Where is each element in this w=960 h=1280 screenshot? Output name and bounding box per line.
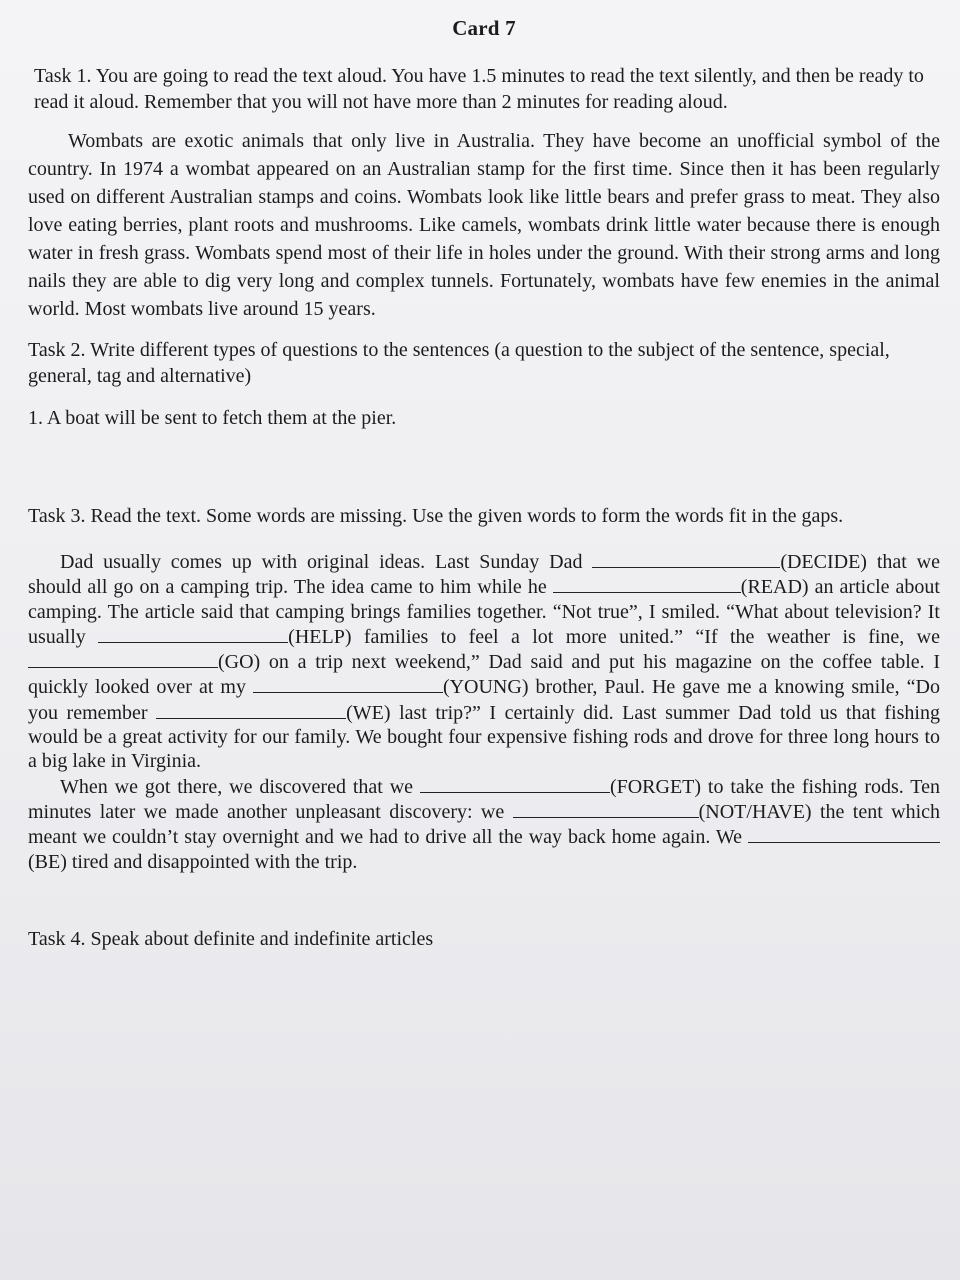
gap-be[interactable]: [748, 824, 940, 843]
cloze-text-segment: (BE) tired and disappointed with the trip.: [28, 850, 358, 873]
gap-not-have[interactable]: [513, 799, 699, 818]
cloze-text-segment: (HELP) families to feel a lot more united.” “If the weather is fine, we: [288, 625, 940, 648]
cloze-text-segment: (DECIDE) that we should all go on a camping trip. The idea came to him while he: [28, 551, 940, 599]
gap-we[interactable]: [156, 700, 346, 719]
gap-forget[interactable]: [420, 774, 610, 793]
cloze-text-segment: (WE) last trip?” I certainly did. Last summer Dad told us that fishing would be a great activity for our family. We bought four expensive fishing rods and drove for three long hours to a big lake in Virginia.: [28, 701, 940, 773]
cloze-text-segment: (YOUNG) brother, Paul. He gave me a knowing smile, “Do you remember: [28, 676, 940, 724]
task2-sentence-1: 1. A boat will be sent to fetch them at the pier.: [28, 407, 397, 429]
task1-reading-text: Wombats are exotic animals that only live in Australia. They have become an unofficial symbol of the country. In 1974 a wombat appeared on an Australian stamp for the first time. Since then it has been regularly used on different Australian stamps and coins. Wombats look like little bears and prefer grass to meat. They also love eating berries, plant roots and mushrooms. Like camels, wombats drink little water because there is enough water in fresh grass. Wombats spend most of their life in holes under the ground. With their strong arms and long nails they are able to dig very long and complex tunnels. Fortunately, wombats have few enemies in the animal world. Most wombats live around 15 years.: [28, 130, 940, 320]
cloze-text-segment: (READ) an article about camping. The article said that camping brings families together. “Not true”, I smiled. “What about television? It usually: [28, 576, 940, 648]
cloze-text-segment: (FORGET) to take the fishing rods. Ten minutes later we made another unpleasant discovery: we: [28, 775, 940, 823]
task3-instruction: Task 3. Read the text. Some words are missing. Use the given words to form the words fit in the gaps.: [28, 505, 844, 527]
gap-young[interactable]: [253, 674, 443, 693]
cloze-text-segment: Dad usually comes up with original ideas. Last Sunday Dad: [60, 551, 593, 573]
task1-instruction: Task 1. You are going to read the text aloud. You have 1.5 minutes to read the text silently, and then be ready to read it aloud. Remember that you will not have more than 2 minutes for reading aloud.: [34, 65, 924, 113]
task4-instruction: Task 4. Speak about definite and indefinite articles: [28, 927, 434, 950]
cloze-text-segment: (NOT/HAVE) the tent which meant we couldn’t stay overnight and we had to drive all the way back home again. We: [28, 800, 940, 849]
task2-instruction: Task 2. Write different types of questions to the sentences (a question to the subject of the sentence, special, general, tag and alternative): [28, 339, 890, 387]
card-title: Card 7: [452, 16, 516, 40]
cloze-text-segment: (GO) on a trip next weekend,” Dad said and put his magazine on the coffee table. I quickly looked over at my: [28, 651, 940, 699]
cloze-paragraph-1: [28, 549, 940, 774]
gap-read[interactable]: [553, 574, 741, 593]
task3-cloze-text: [28, 549, 940, 874]
gap-help[interactable]: [98, 624, 288, 643]
gap-go[interactable]: [28, 649, 218, 668]
cloze-text-segment: When we got there, we discovered that we: [60, 775, 420, 798]
cloze-paragraph-2: [28, 774, 940, 874]
gap-decide[interactable]: [592, 549, 780, 568]
